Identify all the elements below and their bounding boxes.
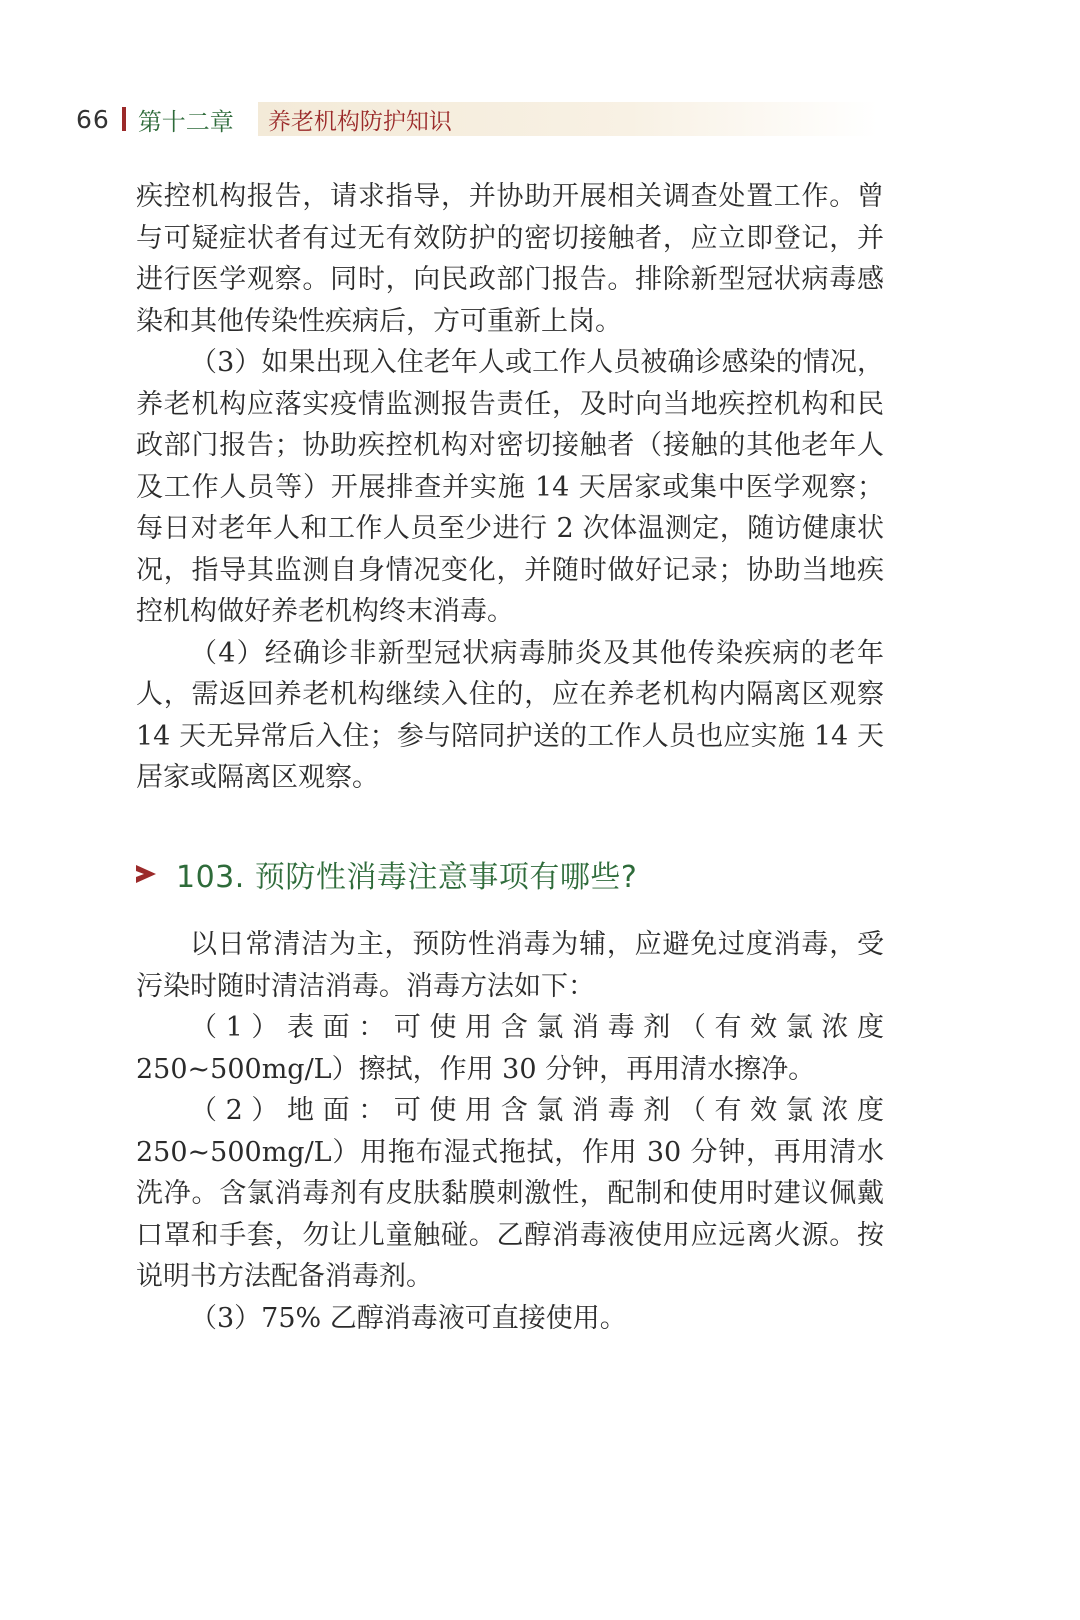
chapter-title-band: [258, 102, 878, 136]
chapter-label: 第十二章: [137, 107, 234, 136]
paragraph-method-2: （2）地面：可使用含氯消毒剂（有效氯浓度 250~500mg/L）用拖布湿式拖拭，作用 30 分钟，再用清水洗净。含氯消毒剂有皮肤黏膜刺激性，配制和使用时建议佩戴口罩和手套，勿让儿童触碰。乙醇消毒液使用应远离火源。按说明书方法配备消毒剂。: [136, 1095, 884, 1292]
page-header: [76, 102, 896, 136]
paragraph-continued: 疾控机构报告，请求指导，并协助开展相关调查处置工作。曾与可疑症状者有过无有效防护的密切接触者，应立即登记，并进行医学观察。同时，向民政部门报告。排除新型冠状病毒感染和其他传染性疾病后，方可重新上岗。: [136, 181, 884, 337]
paragraph-intro: 以日常清洁为主，预防性消毒为辅，应避免过度消毒，受污染时随时清洁消毒。消毒方法如下：: [136, 929, 884, 1002]
paragraph-method-1: （1）表面：可使用含氯消毒剂（有效氯浓度 250~500mg/L）擦拭，作用 30 分钟，再用清水擦净。: [136, 1012, 884, 1085]
paragraph-method-3: （3）75% 乙醇消毒液可直接使用。: [190, 1302, 627, 1334]
section-heading-text: 103. 预防性消毒注意事项有哪些?: [176, 860, 638, 895]
header-divider: [122, 107, 126, 131]
paragraph-item-3: （3）如果出现入住老年人或工作人员被确诊感染的情况，养老机构应落实疫情监测报告责任，及时向当地疾控机构和民政部门报告；协助疾控机构对密切接触者（接触的其他老年人及工作人员等）开展排查并实施 14 天居家或集中医学观察；每日对老年人和工作人员至少进行 2 次体温测定，随访健康状况，指导其监测自身情况变化，并随时做好记录；协助当地疾控机构做好养老机构终末消毒。: [136, 347, 884, 627]
arrow-bullet-icon: [136, 865, 156, 883]
body-text-bottom: [136, 924, 884, 1339]
body-text-top: [136, 176, 884, 799]
paragraph-item-4: （4）经确诊非新型冠状病毒肺炎及其他传染疾病的老年人，需返回养老机构继续入住的，应在养老机构内隔离区观察 14 天无异常后入住；参与陪同护送的工作人员也应实施 14 天居家或隔离区观察。: [136, 637, 884, 793]
section-heading: [136, 852, 637, 896]
chapter-title: 养老机构防护知识: [267, 108, 452, 135]
page-number: 66: [76, 104, 110, 134]
